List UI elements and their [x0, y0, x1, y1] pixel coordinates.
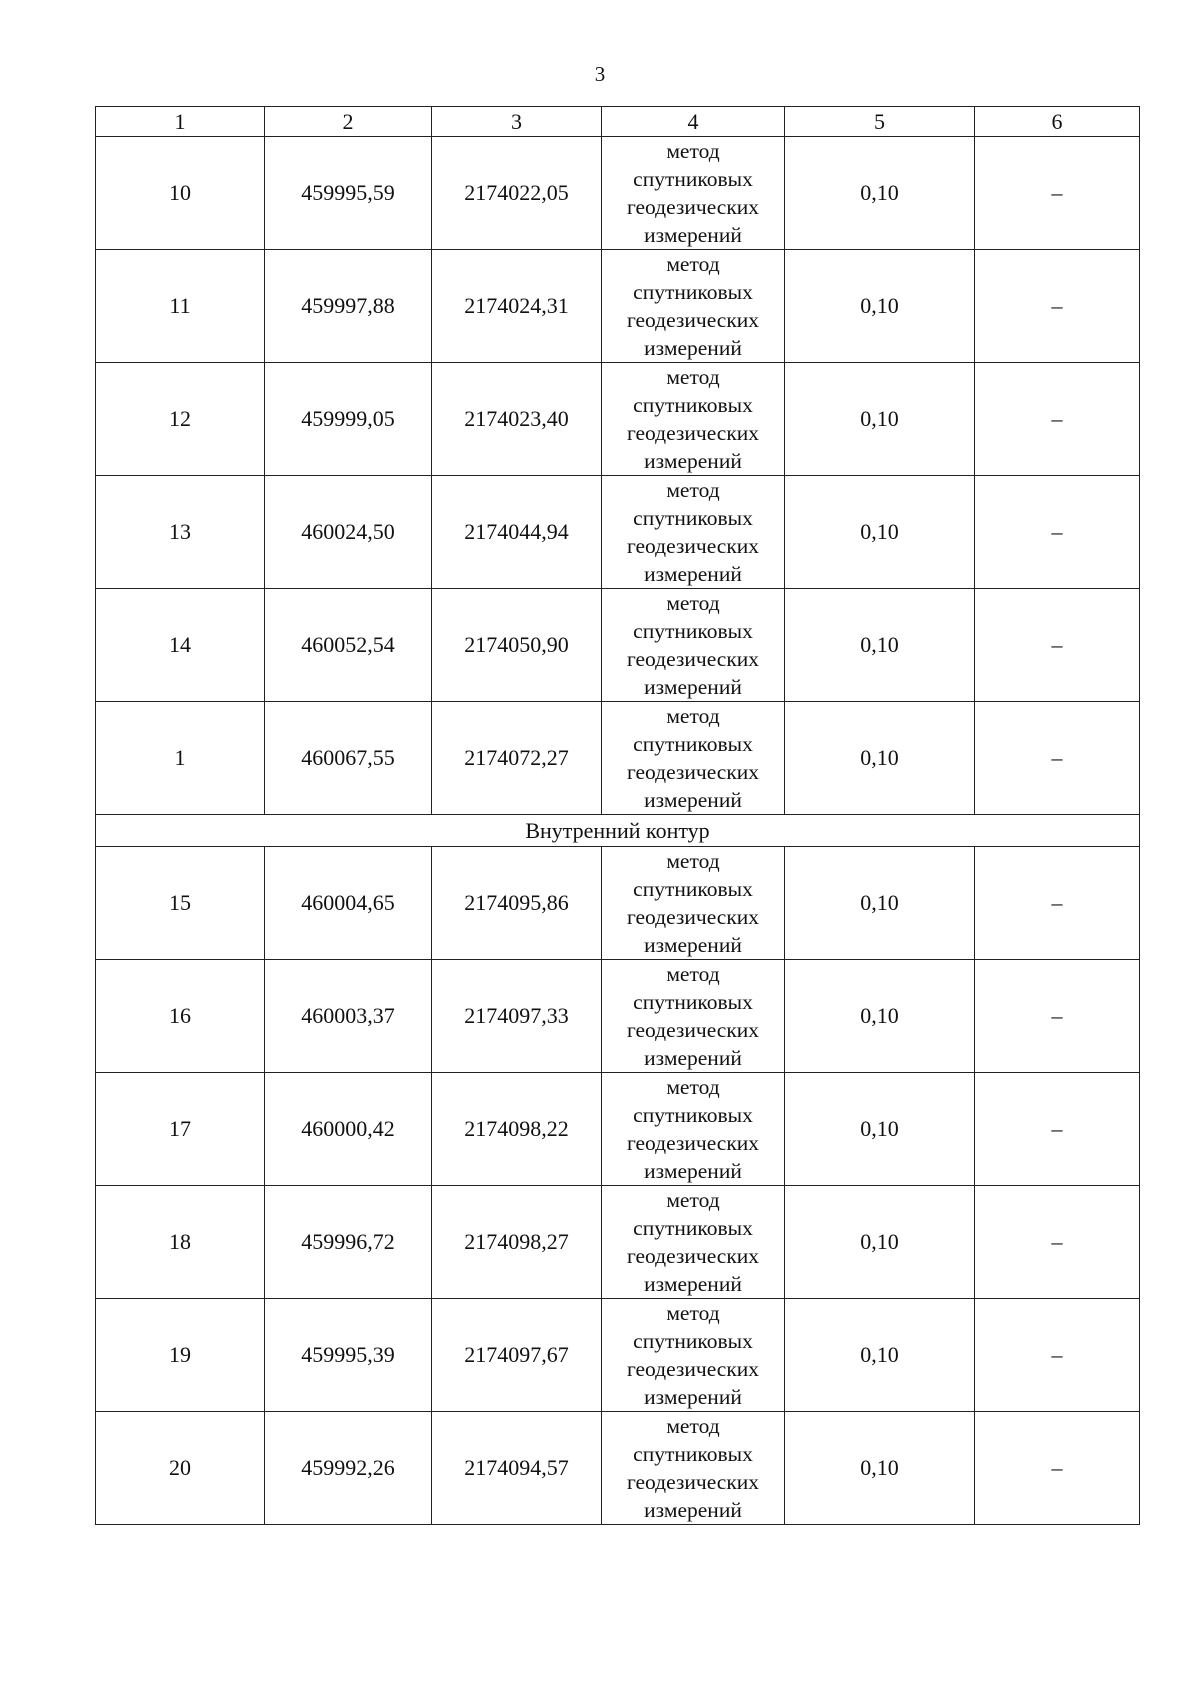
note-cell: – — [975, 1073, 1140, 1186]
method-cell — [602, 363, 785, 476]
method-line: геодезических — [626, 905, 760, 929]
table-row — [96, 476, 1140, 589]
method-line: геодезических — [626, 1131, 760, 1155]
method-line: спутниковых — [633, 167, 753, 191]
note-cell: – — [975, 1186, 1140, 1299]
method-line: измерений — [644, 336, 742, 360]
point-number-cell: 10 — [96, 137, 265, 250]
note-cell: – — [975, 476, 1140, 589]
method-line: спутниковых — [633, 393, 753, 417]
method-cell — [602, 960, 785, 1073]
method-line: измерений — [644, 223, 742, 247]
note-cell: – — [975, 137, 1140, 250]
column-header: 3 — [432, 107, 602, 137]
method-cell — [602, 1073, 785, 1186]
table-row — [96, 847, 1140, 960]
method-line: метод — [666, 704, 720, 728]
method-line: измерений — [644, 562, 742, 586]
accuracy-cell: 0,10 — [785, 476, 975, 589]
section-title: Внутренний контур — [96, 815, 1140, 847]
method-line: измерений — [644, 1159, 742, 1183]
method-line: метод — [666, 849, 720, 873]
accuracy-cell: 0,10 — [785, 1073, 975, 1186]
method-line: спутниковых — [633, 1329, 753, 1353]
x-coordinate-cell: 459997,88 — [265, 250, 432, 363]
accuracy-cell: 0,10 — [785, 1299, 975, 1412]
point-number-cell: 16 — [96, 960, 265, 1073]
column-header: 6 — [975, 107, 1140, 137]
method-line: метод — [666, 962, 720, 986]
table-header-row — [96, 107, 1140, 137]
method-line: геодезических — [626, 1018, 760, 1042]
method-line: спутниковых — [633, 1442, 753, 1466]
x-coordinate-cell: 460052,54 — [265, 589, 432, 702]
method-line: геодезических — [626, 1470, 760, 1494]
method-line: геодезических — [626, 308, 760, 332]
y-coordinate-cell: 2174097,33 — [432, 960, 602, 1073]
y-coordinate-cell: 2174072,27 — [432, 702, 602, 815]
page-number: 3 — [594, 62, 606, 86]
y-coordinate-cell: 2174024,31 — [432, 250, 602, 363]
point-number-cell: 13 — [96, 476, 265, 589]
point-number-cell: 15 — [96, 847, 265, 960]
method-line: спутниковых — [633, 506, 753, 530]
x-coordinate-cell: 460067,55 — [265, 702, 432, 815]
method-line: метод — [666, 478, 720, 502]
accuracy-cell: 0,10 — [785, 1412, 975, 1525]
method-line: спутниковых — [633, 877, 753, 901]
accuracy-cell: 0,10 — [785, 702, 975, 815]
point-number-cell: 18 — [96, 1186, 265, 1299]
column-header: 4 — [602, 107, 785, 137]
y-coordinate-cell: 2174044,94 — [432, 476, 602, 589]
section-row — [96, 815, 1140, 847]
point-number-cell: 17 — [96, 1073, 265, 1186]
method-line: геодезических — [626, 534, 760, 558]
note-cell: – — [975, 250, 1140, 363]
method-cell — [602, 476, 785, 589]
method-cell — [602, 137, 785, 250]
method-line: метод — [666, 1188, 720, 1212]
method-line: метод — [666, 139, 720, 163]
table-row — [96, 589, 1140, 702]
accuracy-cell: 0,10 — [785, 250, 975, 363]
coordinates-table — [95, 106, 1140, 1525]
y-coordinate-cell: 2174098,27 — [432, 1186, 602, 1299]
accuracy-cell: 0,10 — [785, 363, 975, 476]
y-coordinate-cell: 2174098,22 — [432, 1073, 602, 1186]
table-row — [96, 250, 1140, 363]
x-coordinate-cell: 459996,72 — [265, 1186, 432, 1299]
x-coordinate-cell: 459995,59 — [265, 137, 432, 250]
note-cell: – — [975, 960, 1140, 1073]
method-cell — [602, 250, 785, 363]
method-cell — [602, 1412, 785, 1525]
table-row — [96, 1299, 1140, 1412]
method-line: геодезических — [626, 647, 760, 671]
y-coordinate-cell: 2174050,90 — [432, 589, 602, 702]
method-line: метод — [666, 365, 720, 389]
method-line: спутниковых — [633, 1103, 753, 1127]
note-cell: – — [975, 847, 1140, 960]
point-number-cell: 1 — [96, 702, 265, 815]
point-number-cell: 12 — [96, 363, 265, 476]
y-coordinate-cell: 2174022,05 — [432, 137, 602, 250]
method-line: измерений — [644, 449, 742, 473]
method-line: измерений — [644, 933, 742, 957]
accuracy-cell: 0,10 — [785, 589, 975, 702]
method-line: измерений — [644, 675, 742, 699]
accuracy-cell: 0,10 — [785, 137, 975, 250]
note-cell: – — [975, 589, 1140, 702]
method-line: измерений — [644, 788, 742, 812]
accuracy-cell: 0,10 — [785, 847, 975, 960]
accuracy-cell: 0,10 — [785, 960, 975, 1073]
method-line: спутниковых — [633, 990, 753, 1014]
method-line: метод — [666, 1301, 720, 1325]
method-cell — [602, 702, 785, 815]
y-coordinate-cell: 2174095,86 — [432, 847, 602, 960]
y-coordinate-cell: 2174097,67 — [432, 1299, 602, 1412]
method-line: метод — [666, 252, 720, 276]
table-row — [96, 137, 1140, 250]
x-coordinate-cell: 459995,39 — [265, 1299, 432, 1412]
method-line: геодезических — [626, 195, 760, 219]
point-number-cell: 19 — [96, 1299, 265, 1412]
method-line: измерений — [644, 1272, 742, 1296]
method-line: метод — [666, 591, 720, 615]
method-line: спутниковых — [633, 732, 753, 756]
point-number-cell: 11 — [96, 250, 265, 363]
method-cell — [602, 1186, 785, 1299]
method-line: спутниковых — [633, 1216, 753, 1240]
method-line: геодезических — [626, 1357, 760, 1381]
accuracy-cell: 0,10 — [785, 1186, 975, 1299]
point-number-cell: 20 — [96, 1412, 265, 1525]
table-row — [96, 363, 1140, 476]
method-line: измерений — [644, 1046, 742, 1070]
point-number-cell: 14 — [96, 589, 265, 702]
note-cell: – — [975, 702, 1140, 815]
method-cell — [602, 1299, 785, 1412]
method-line: геодезических — [626, 760, 760, 784]
x-coordinate-cell: 459999,05 — [265, 363, 432, 476]
x-coordinate-cell: 460003,37 — [265, 960, 432, 1073]
y-coordinate-cell: 2174094,57 — [432, 1412, 602, 1525]
table-row — [96, 960, 1140, 1073]
y-coordinate-cell: 2174023,40 — [432, 363, 602, 476]
method-cell — [602, 847, 785, 960]
column-header: 1 — [96, 107, 265, 137]
column-header: 2 — [265, 107, 432, 137]
note-cell: – — [975, 363, 1140, 476]
method-line: измерений — [644, 1498, 742, 1522]
method-line: геодезических — [626, 1244, 760, 1268]
table-row — [96, 1412, 1140, 1525]
method-line: метод — [666, 1414, 720, 1438]
method-line: измерений — [644, 1385, 742, 1409]
method-line: геодезических — [626, 421, 760, 445]
method-line: спутниковых — [633, 619, 753, 643]
x-coordinate-cell: 460000,42 — [265, 1073, 432, 1186]
x-coordinate-cell: 460004,65 — [265, 847, 432, 960]
note-cell: – — [975, 1412, 1140, 1525]
method-line: спутниковых — [633, 280, 753, 304]
note-cell: – — [975, 1299, 1140, 1412]
column-header: 5 — [785, 107, 975, 137]
x-coordinate-cell: 459992,26 — [265, 1412, 432, 1525]
table-row — [96, 1073, 1140, 1186]
table-row — [96, 702, 1140, 815]
x-coordinate-cell: 460024,50 — [265, 476, 432, 589]
method-line: метод — [666, 1075, 720, 1099]
method-cell — [602, 589, 785, 702]
table-row — [96, 1186, 1140, 1299]
